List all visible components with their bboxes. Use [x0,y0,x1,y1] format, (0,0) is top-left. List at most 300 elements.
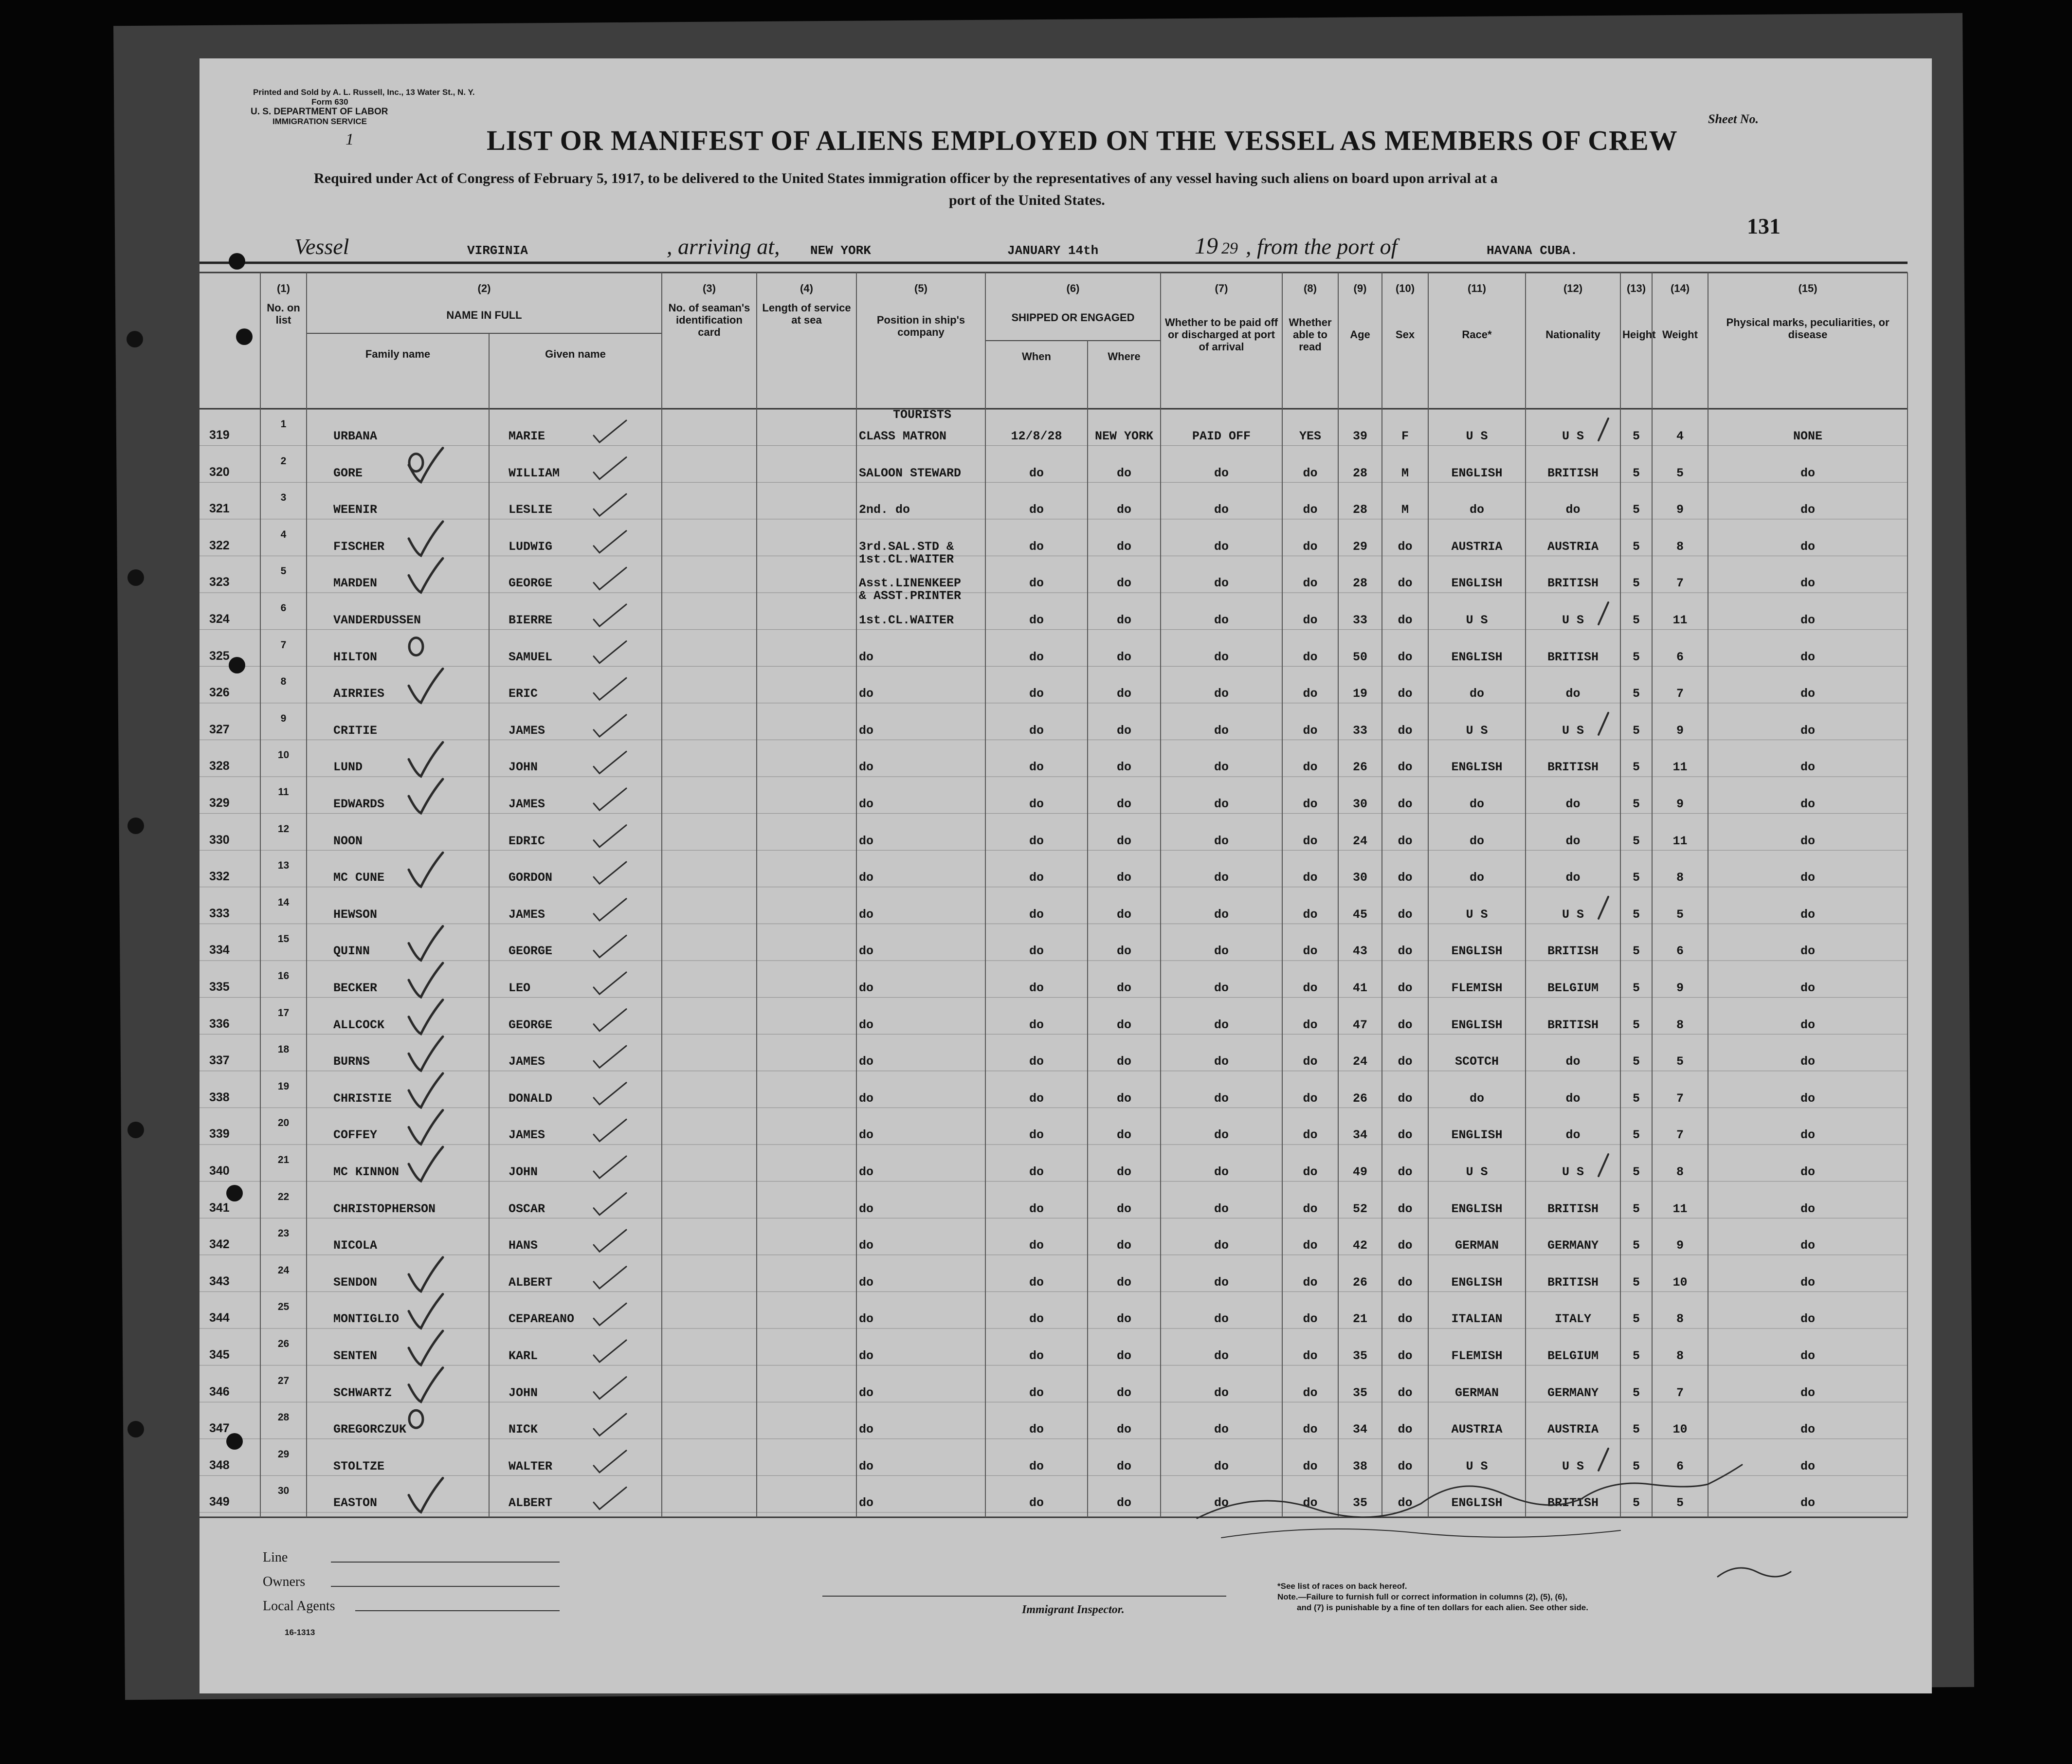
manifest-line-number: 328 [209,759,230,773]
cell-read: do [1303,797,1318,811]
cell-no: 5 [280,565,287,577]
cell-age: 39 [1352,429,1367,443]
cell-read: do [1303,981,1318,995]
cell-age: 43 [1352,944,1367,959]
check-mark [409,1073,443,1108]
cell-marks: do [1800,1275,1815,1290]
cell-height: 5 [1632,1349,1640,1363]
cell-no: 30 [277,1485,290,1497]
cell-paid: do [1214,466,1229,480]
cell-paid: do [1214,760,1229,775]
cell-nationality: U S [1562,1459,1584,1473]
cell-nationality: GERMANY [1547,1238,1599,1253]
nationality-slash [1599,602,1608,624]
tick-mark [594,494,626,516]
cell-paid: do [1214,1459,1229,1473]
manifest-line-number: 327 [209,722,230,736]
cell-paid: do [1214,1349,1229,1363]
cell-read: do [1303,539,1318,554]
cell-race: do [1469,834,1484,848]
cell-marks: do [1800,1349,1815,1363]
cell-sex: do [1398,760,1413,775]
column-number: (15) [1798,282,1818,294]
cell-when: do [1029,1201,1044,1216]
cell-given: KARL [509,1349,538,1363]
column-number: (9) [1353,282,1367,294]
manifest-line-number: 347 [209,1421,230,1436]
cell-read: do [1303,503,1318,517]
cell-sex: M [1401,466,1409,480]
cell-nationality: BRITISH [1547,466,1599,480]
tick-mark [594,1119,626,1141]
column-label: No. on list [267,302,300,326]
cell-sex: do [1398,539,1413,554]
cell-marks: do [1800,503,1815,517]
cell-no: 26 [277,1338,290,1349]
tick-mark [594,1009,626,1031]
cell-read: do [1303,1349,1318,1363]
cell-position: do [859,650,874,664]
cell-no: 13 [277,860,290,872]
cell-age: 28 [1352,503,1367,517]
manifest-line-number: 341 [209,1200,230,1215]
cell-paid: do [1214,1275,1229,1290]
tick-mark [594,825,626,847]
cell-read: do [1303,1496,1318,1510]
cell-where: do [1116,1312,1131,1327]
manifest-line-number: 333 [209,906,230,920]
cell-weight: 11 [1672,834,1688,848]
column-number: (11) [1468,282,1486,294]
arrival-date: JANUARY 14th [1007,243,1099,258]
cell-race: do [1469,871,1484,885]
cell-no: 11 [278,786,289,798]
position-continuation: 1st.CL.WAITER [859,552,954,566]
tick-mark [594,935,626,957]
column-number: (4) [800,282,813,294]
check-mark [409,779,443,813]
handwritten-marks [200,58,1932,1693]
cell-marks: do [1800,539,1815,554]
cell-height: 5 [1632,944,1640,959]
cell-position: do [859,1018,874,1032]
cell-no: 10 [277,749,290,761]
cell-paid: do [1214,944,1229,959]
cell-position: do [859,981,874,995]
cell-no: 24 [277,1264,290,1276]
cell-age: 34 [1352,1128,1367,1143]
cell-weight: 7 [1676,1128,1684,1143]
cell-when: do [1029,907,1044,922]
cell-race: do [1469,687,1484,701]
cell-race: ENGLISH [1451,944,1503,959]
year-suffix: 29 [1221,239,1238,257]
cell-age: 19 [1352,687,1367,701]
cell-race: do [1469,503,1484,517]
cell-weight: 5 [1676,907,1684,922]
cell-given: JAMES [509,1128,545,1143]
vessel-label: Vessel [294,234,349,259]
footer-form-code: 16-1313 [285,1628,315,1637]
cell-paid: do [1214,1422,1229,1437]
tick-mark [594,972,626,994]
cell-no: 3 [280,492,287,504]
cell-marks: do [1800,1238,1815,1253]
cell-where: do [1116,1055,1131,1069]
manifest-line-number: 321 [209,502,230,516]
cell-marks: do [1800,1312,1815,1327]
check-mark [409,522,443,556]
footer-note1: *See list of races on back hereof. [1277,1582,1407,1591]
cell-nationality: U S [1562,429,1584,443]
cell-height: 5 [1632,1201,1640,1216]
footer-owners-label: Owners [263,1574,306,1589]
cell-family: MONTIGLIO [333,1312,400,1327]
cell-family: CRITIE [333,723,378,738]
cell-when: do [1029,1091,1044,1106]
cell-marks: do [1800,834,1815,848]
cell-marks: do [1800,687,1815,701]
cell-read: do [1303,907,1318,922]
cell-paid: do [1214,797,1229,811]
cell-position: do [859,1128,874,1143]
tick-mark [594,420,626,442]
printer-line: Printed and Sold by A. L. Russell, Inc., 13 Water St., N. Y. [253,88,475,97]
cell-position: do [859,1459,874,1473]
cell-nationality: do [1565,834,1581,848]
cell-when: do [1029,466,1044,480]
cell-nationality: BRITISH [1547,760,1599,775]
page-number: 131 [1747,214,1781,238]
manifest-line-number: 337 [209,1054,230,1068]
column-number: (14) [1670,282,1690,294]
form-number: Form 630 [311,97,348,107]
cell-read: do [1303,1312,1318,1327]
cell-where: do [1116,723,1131,738]
cell-age: 28 [1352,576,1367,591]
cell-family: QUINN [333,944,370,959]
check-mark [409,1478,443,1512]
cell-family: MARDEN [333,576,378,591]
cell-position: do [859,907,874,922]
position-note: TOURISTS [893,408,952,422]
cell-height: 5 [1632,576,1640,591]
check-mark [409,669,443,703]
signature-scrawl [1718,1568,1791,1577]
cell-when: do [1029,1128,1044,1143]
cell-family: COFFEY [333,1128,378,1143]
cell-weight: 10 [1672,1275,1688,1290]
cell-sex: do [1398,1275,1413,1290]
cell-family: NOON [333,834,363,848]
binder-hole [127,818,144,834]
cell-height: 5 [1632,687,1640,701]
cell-race: do [1469,797,1484,811]
cell-no: 1 [280,418,287,430]
cell-read: do [1303,1165,1318,1179]
cell-nationality: do [1565,797,1581,811]
check-mark [409,1037,443,1071]
cell-weight: 9 [1676,503,1684,517]
cell-height: 5 [1632,650,1640,664]
cell-weight: 8 [1676,1018,1684,1032]
cell-no: 19 [277,1080,290,1092]
column-label: SHIPPED OR ENGAGED [1011,311,1135,324]
column-label: Length of service at sea [762,302,851,326]
department: U. S. DEPARTMENT OF LABOR [251,107,388,117]
column-label: Given name [545,348,606,360]
cell-given: SAMUEL [509,650,553,664]
cell-race: U S [1466,429,1488,443]
manifest-line-number: 346 [209,1384,230,1399]
cell-marks: do [1800,1091,1815,1106]
cell-where: do [1116,1238,1131,1253]
tick-mark [594,604,626,626]
cell-weight: 11 [1672,613,1688,627]
cell-family: CHRISTOPHERSON [333,1201,436,1216]
cell-age: 24 [1352,1055,1367,1069]
cell-nationality: do [1565,687,1581,701]
cell-where: do [1116,539,1131,554]
cell-family: BECKER [333,981,378,995]
footer-agents-label: Local Agents [263,1599,335,1614]
cell-sex: do [1398,834,1413,848]
tick-mark [594,862,626,884]
subtitle-line2: port of the United States. [949,192,1105,208]
cell-race: ENGLISH [1451,466,1503,480]
column-label: Sex [1395,328,1415,341]
cell-read: do [1303,1385,1318,1400]
circle-mark [409,638,423,655]
cell-when: do [1029,1055,1044,1069]
cell-family: EDWARDS [333,797,385,811]
cell-marks: do [1800,723,1815,738]
cell-height: 5 [1632,1385,1640,1400]
cell-weight: 7 [1676,687,1684,701]
cell-sex: do [1398,797,1413,811]
cell-family: GREGORCZUK [333,1422,407,1437]
cell-race: U S [1466,907,1488,922]
cell-no: 27 [277,1375,290,1386]
cell-given: JOHN [509,1385,538,1400]
cell-race: FLEMISH [1451,1349,1503,1363]
cell-where: do [1116,1201,1131,1216]
cell-height: 5 [1632,871,1640,885]
cell-race: ENGLISH [1451,1496,1503,1510]
manifest-line-number: 322 [209,538,230,552]
cell-race: U S [1466,1165,1488,1179]
cell-sex: do [1398,1385,1413,1400]
cell-paid: do [1214,907,1229,922]
footer-note3: and (7) is punishable by a fine of ten dollars for each alien. See other side. [1297,1603,1588,1612]
cell-family: NICOLA [333,1238,378,1253]
cell-nationality: BELGIUM [1547,981,1599,995]
cell-nationality: ITALY [1554,1312,1591,1327]
cell-nationality: BRITISH [1547,650,1599,664]
cell-weight: 9 [1676,723,1684,738]
cell-given: JAMES [509,723,545,738]
cell-sex: do [1398,613,1413,627]
cell-paid: do [1214,871,1229,885]
cell-race: ENGLISH [1451,1128,1503,1143]
from-port-label: , from the port of [1246,234,1398,259]
cell-where: do [1116,871,1131,885]
cell-height: 5 [1632,1165,1640,1179]
cell-position: SALOON STEWARD [859,466,962,480]
service: IMMIGRATION SERVICE [273,117,367,126]
tick-mark [594,1451,626,1473]
column-number: (6) [1066,282,1080,294]
cell-read: do [1303,1018,1318,1032]
cell-marks: do [1800,907,1815,922]
cell-no: 16 [277,970,290,982]
page-title: LIST OR MANIFEST OF ALIENS EMPLOYED ON THE VESSEL AS MEMBERS OF CREW [487,125,1678,156]
cell-nationality: do [1565,1055,1581,1069]
manifest-line-number: 326 [209,686,230,700]
cell-position: do [859,1349,874,1363]
cell-marks: NONE [1793,429,1822,443]
tick-mark [594,1487,626,1509]
cell-position: Asst.LINENKEEP [859,576,962,591]
cell-position: do [859,1238,874,1253]
column-label: Where [1108,350,1141,363]
manifest-line-number: 329 [209,796,230,810]
cell-given: HANS [509,1238,538,1253]
cell-nationality: do [1565,503,1581,517]
cell-when: do [1029,1275,1044,1290]
cell-sex: do [1398,1091,1413,1106]
manifest-line-number: 344 [209,1311,230,1325]
cell-position: do [859,760,874,775]
manifest-line-number: 342 [209,1237,230,1252]
cell-read: do [1303,871,1318,885]
column-number: (10) [1395,282,1415,294]
cell-age: 30 [1352,871,1367,885]
cell-given: DONALD [509,1091,553,1106]
cell-height: 5 [1632,1496,1640,1510]
cell-sex: do [1398,1422,1413,1437]
cell-age: 26 [1352,1275,1367,1290]
cell-given: GORDON [509,871,553,885]
cell-read: do [1303,1091,1318,1106]
tick-mark [594,1156,626,1178]
check-mark [409,963,443,997]
cell-sex: do [1398,723,1413,738]
cell-when: do [1029,1165,1044,1179]
signature-scrawl [1221,1529,1620,1538]
cell-nationality: U S [1562,723,1584,738]
cell-sex: do [1398,1128,1413,1143]
cell-paid: do [1214,1165,1229,1179]
cell-paid: do [1214,687,1229,701]
cell-nationality: do [1565,1091,1581,1106]
cell-nationality: GERMANY [1547,1385,1599,1400]
cell-nationality: U S [1562,613,1584,627]
cell-age: 45 [1352,907,1367,922]
cell-marks: do [1800,1459,1815,1473]
binder-hole [127,1122,144,1138]
cell-race: AUSTRIA [1451,1422,1503,1437]
cell-weight: 8 [1676,1312,1684,1327]
cell-age: 38 [1352,1459,1367,1473]
cell-weight: 6 [1676,650,1684,664]
cell-age: 50 [1352,650,1367,664]
cell-age: 26 [1352,1091,1367,1106]
cell-weight: 8 [1676,539,1684,554]
cell-where: do [1116,1496,1131,1510]
cell-when: do [1029,1018,1044,1032]
manifest-line-number: 332 [209,870,230,884]
cell-when: do [1029,723,1044,738]
binder-hole [127,331,143,347]
cell-read: do [1303,1055,1318,1069]
cell-age: 35 [1352,1385,1367,1400]
tick-mark [594,678,626,700]
cell-no: 7 [280,639,287,651]
manifest-line-number: 348 [209,1458,230,1472]
cell-position: do [859,1165,874,1179]
manifest-line-number: 336 [209,1017,230,1031]
manifest-line-number: 335 [209,980,230,994]
cell-read: do [1303,466,1318,480]
cell-marks: do [1800,981,1815,995]
year-prefix: 19 [1195,233,1218,259]
cell-given: ERIC [509,687,538,701]
cell-marks: do [1800,1201,1815,1216]
cell-read: do [1303,834,1318,848]
cell-position: do [859,944,874,959]
cell-family: GORE [333,466,363,480]
cell-race: ENGLISH [1451,650,1503,664]
column-label: Position in ship's company [876,314,965,338]
check-mark [409,926,443,960]
cell-height: 5 [1632,760,1640,775]
cell-given: WALTER [509,1459,553,1473]
nationality-slash [1599,897,1608,919]
cell-marks: do [1800,576,1815,591]
cell-when: do [1029,760,1044,775]
column-label: Whether able to read [1289,316,1332,353]
footer-line-label: Line [263,1550,288,1565]
tick-mark [594,715,626,737]
cell-race: U S [1466,613,1488,627]
cell-age: 42 [1352,1238,1367,1253]
cell-paid: do [1214,834,1229,848]
column-number: (12) [1563,282,1583,294]
hand-mark: 1 [345,130,354,148]
cell-nationality: BRITISH [1547,944,1599,959]
column-number: (1) [277,282,290,294]
tick-mark [594,1377,626,1399]
cell-marks: do [1800,1055,1815,1069]
cell-family: EASTON [333,1496,378,1510]
column-number: (3) [703,282,716,294]
cell-where: do [1116,650,1131,664]
column-label: Whether to be paid off or discharged at port of arrival [1164,316,1278,353]
cell-weight: 6 [1676,944,1684,959]
cell-no: 12 [277,823,290,835]
cell-paid: do [1214,1091,1229,1106]
nationality-slash [1599,1154,1608,1176]
cell-position: 1st.CL.WAITER [859,613,954,627]
nationality-slash [1599,713,1608,735]
circle-mark [409,454,423,472]
cell-weight: 9 [1676,1238,1684,1253]
binder-hole [229,253,245,270]
footer-note2: Note.—Failure to furnish full or correct information in columns (2), (5), (6), [1277,1592,1567,1601]
cell-age: 47 [1352,1018,1367,1032]
from-port: HAVANA CUBA. [1487,243,1578,258]
